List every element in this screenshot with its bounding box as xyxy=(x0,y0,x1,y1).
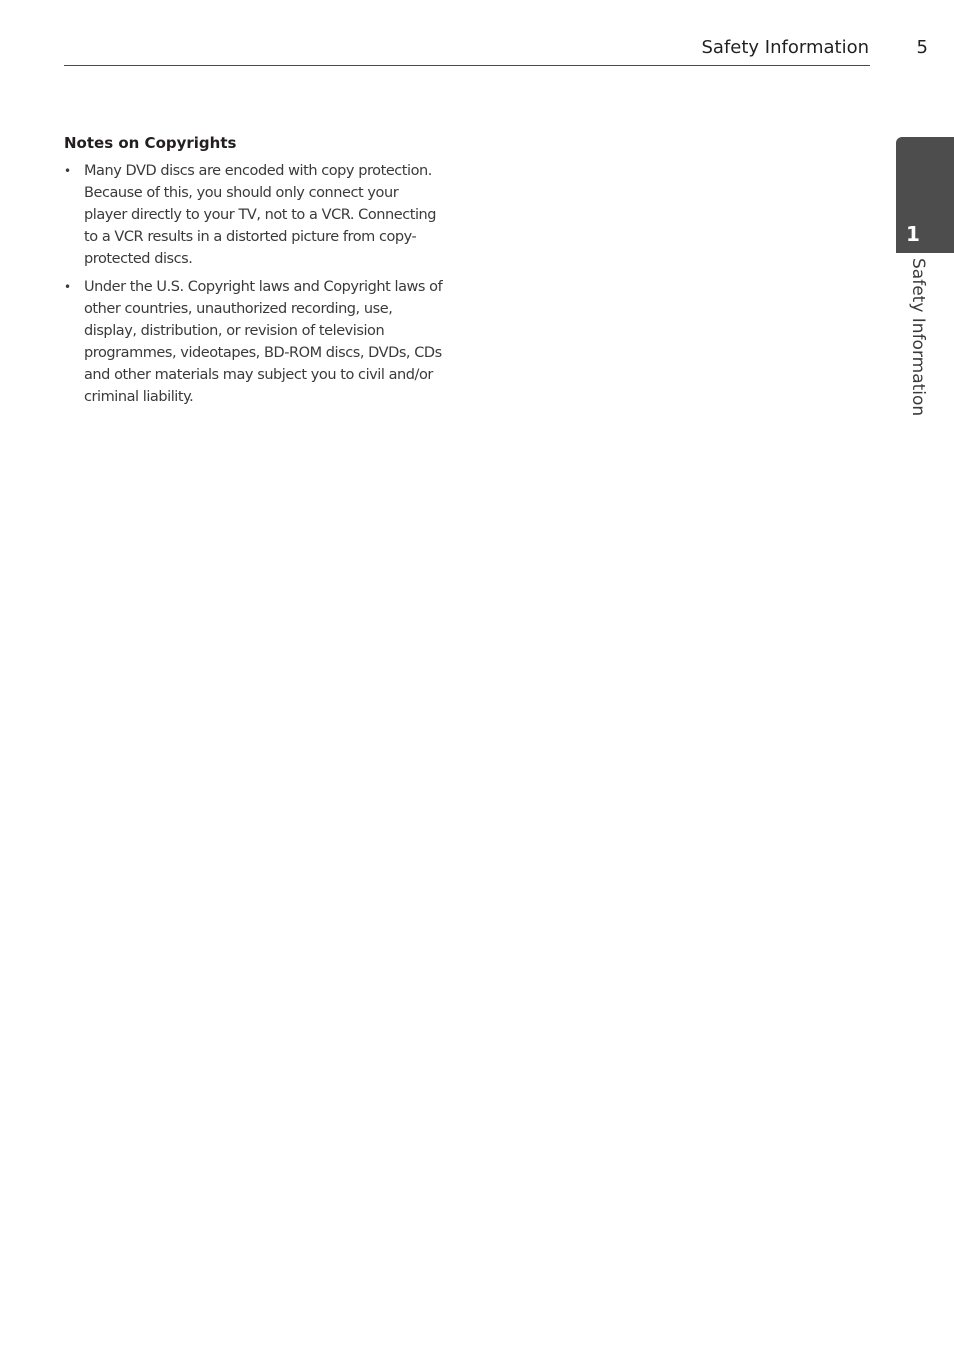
bullet-icon: • xyxy=(64,164,71,178)
list-item xyxy=(64,160,444,270)
list-item xyxy=(64,276,444,408)
notes-on-copyrights-section xyxy=(64,132,444,408)
page-number: 5 xyxy=(916,37,928,58)
running-header-title: Safety Information xyxy=(701,37,869,58)
chapter-number: 1 xyxy=(906,222,920,246)
list-item-text: Under the U.S. Copyright laws and Copyright laws of other countries, unauthorized recording, use, display, distribution, or revision of television programmes, videotapes, BD-ROM discs, DVDs, CDs and other materials may subject you to civil and/or criminal liability. xyxy=(84,279,443,405)
chapter-tab xyxy=(896,137,954,253)
header-divider xyxy=(64,65,870,66)
section-heading: Notes on Copyrights xyxy=(64,134,237,152)
list-item-text: Many DVD discs are encoded with copy protection. Because of this, you should only connect your player directly to your TV, not to a VCR. Connecting to a VCR results in a distorted picture from copy-protected discs. xyxy=(84,163,437,267)
bullet-icon: • xyxy=(64,280,71,294)
side-chapter-label-text: Safety Information xyxy=(908,258,928,417)
bullet-list xyxy=(64,160,444,408)
